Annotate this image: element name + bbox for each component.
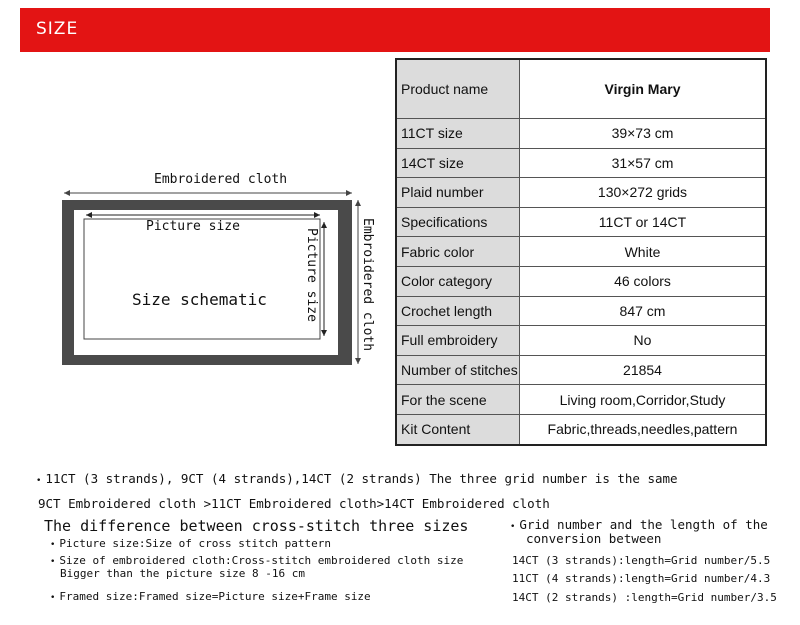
row-label: 11CT size [396, 119, 520, 149]
conversion-title-text: Grid number and the length of the [519, 517, 768, 532]
row-value: No [520, 326, 767, 356]
picture-size-vertical-label: Picture size [304, 228, 319, 322]
row-label: Color category [396, 266, 520, 296]
row-label: Kit Content [396, 414, 520, 444]
cloth-size-definition-cont: Bigger than the picture size 8 -16 cm [60, 567, 306, 580]
row-label: Number of stitches [396, 355, 520, 385]
table-row [396, 385, 766, 415]
row-value: 11CT or 14CT [520, 207, 767, 237]
table-row [396, 237, 766, 267]
row-value: Virgin Mary [520, 59, 767, 119]
header-title: SIZE [36, 19, 79, 39]
embroidered-cloth-label: Embroidered cloth [154, 172, 288, 187]
row-value: 46 colors [520, 266, 767, 296]
row-value: Living room,Corridor,Study [520, 385, 767, 415]
row-value: Fabric,threads,needles,pattern [520, 414, 767, 444]
spec-table [395, 58, 767, 446]
embroidered-cloth-vertical-label: Embroidered cloth [360, 218, 375, 352]
row-value: 847 cm [520, 296, 767, 326]
row-label: 14CT size [396, 148, 520, 178]
table-row [396, 355, 766, 385]
table-row [396, 414, 766, 444]
framed-size-definition-text: Framed size:Framed size=Picture size+Frame size [59, 590, 371, 603]
difference-title: The difference between cross-stitch three sizes [44, 517, 469, 535]
row-label: Specifications [396, 207, 520, 237]
bullet-icon: • [50, 540, 56, 550]
picture-area [84, 219, 320, 339]
table-row [396, 326, 766, 356]
strands-note-text: 11CT (3 strands), 9CT (4 strands),14CT (2 strands) The three grid number is the same [45, 471, 678, 486]
table-row [396, 207, 766, 237]
row-label: Fabric color [396, 237, 520, 267]
bullet-icon: • [510, 522, 516, 532]
conversion-row: 11CT (4 strands):length=Grid number/4.3 [512, 572, 771, 585]
size-schematic-label: Size schematic [132, 290, 267, 309]
table-row [396, 148, 766, 178]
row-label: Product name [396, 59, 520, 119]
conversion-row: 14CT (2 strands) :length=Grid number/3.5 [512, 591, 777, 604]
row-value: 130×272 grids [520, 178, 767, 208]
cloth-size-definition-text: Size of embroidered cloth:Cross-stitch embroidered cloth size [59, 554, 464, 567]
table-row [396, 296, 766, 326]
table-row [396, 178, 766, 208]
row-value: White [520, 237, 767, 267]
row-value: 21854 [520, 355, 767, 385]
size-schematic [0, 0, 400, 400]
bullet-icon: • [36, 476, 42, 486]
row-label: Full embroidery [396, 326, 520, 356]
bullet-icon: • [50, 593, 56, 603]
picture-size-definition [50, 537, 331, 550]
framed-size-definition [50, 590, 371, 603]
conversion-title-cont: conversion between [526, 531, 662, 546]
table-row [396, 266, 766, 296]
order-note: 9CT Embroidered cloth >11CT Embroidered cloth>14CT Embroidered cloth [38, 496, 550, 511]
picture-size-definition-text: Picture size:Size of cross stitch pattern [59, 537, 331, 550]
table-row [396, 119, 766, 149]
schematic-drawing [0, 0, 400, 400]
row-label: Plaid number [396, 178, 520, 208]
row-label: For the scene [396, 385, 520, 415]
row-value: 31×57 cm [520, 148, 767, 178]
bullet-icon: • [50, 557, 56, 567]
picture-size-label: Picture size [146, 219, 240, 234]
cloth-size-definition [50, 554, 463, 567]
strands-note [36, 471, 678, 486]
row-value: 39×73 cm [520, 119, 767, 149]
conversion-title [510, 517, 768, 532]
table-row [396, 59, 766, 119]
row-label: Crochet length [396, 296, 520, 326]
conversion-row: 14CT (3 strands):length=Grid number/5.5 [512, 554, 771, 567]
